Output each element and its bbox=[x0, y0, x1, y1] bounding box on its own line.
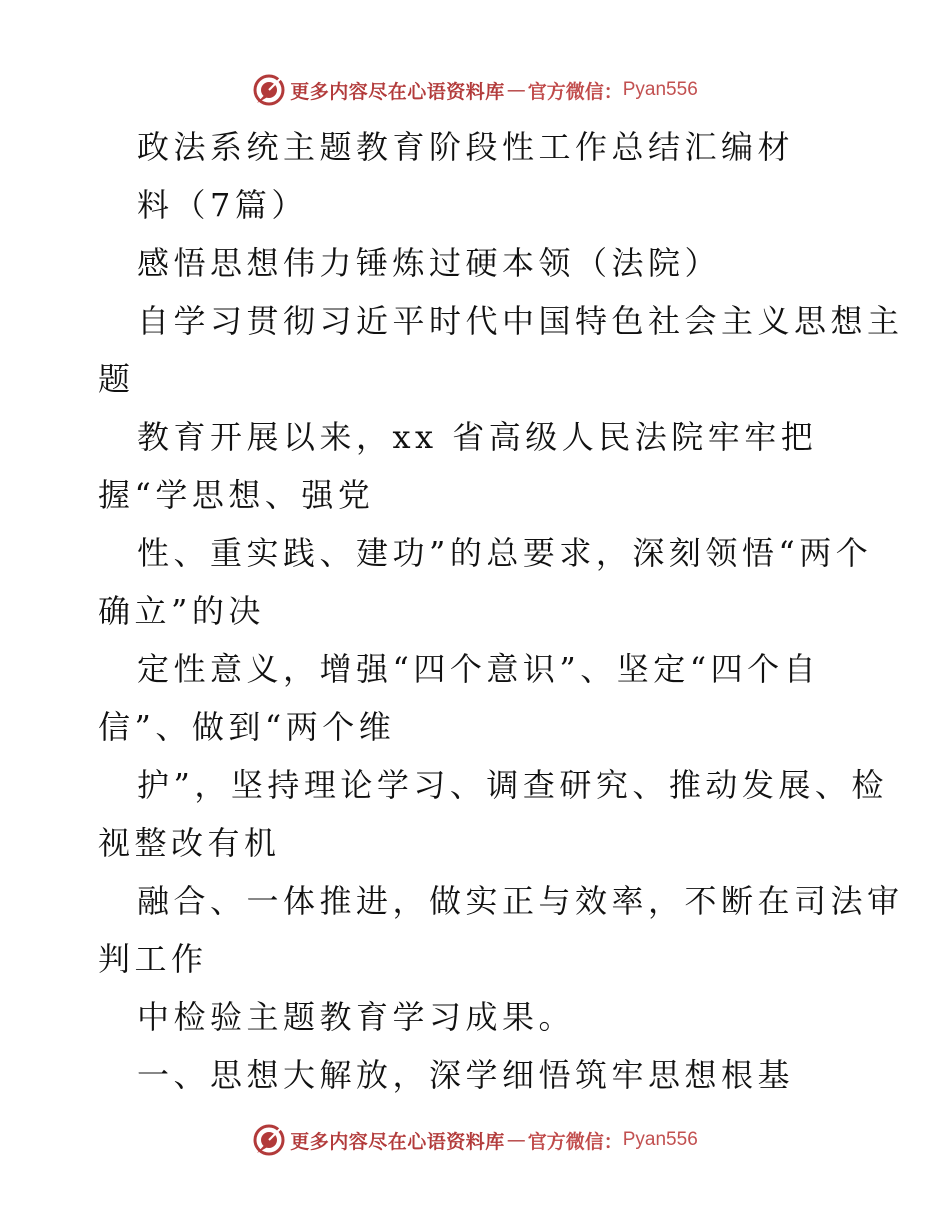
paragraph-line: 判工作 bbox=[98, 940, 208, 978]
banner-slogan: 更多内容尽在心语资料库 bbox=[290, 1130, 505, 1153]
banner-wechat-id: Pyan556 bbox=[622, 79, 698, 100]
banner-wechat-label: 官方微信： bbox=[527, 1130, 623, 1153]
footer-banner bbox=[0, 1120, 950, 1160]
doc-title-line-2: 料（7篇） bbox=[137, 186, 308, 224]
paragraph-line: 护”，坚持理论学习、调查研究、推动发展、检 bbox=[137, 766, 888, 804]
paragraph-line: 自学习贯彻习近平时代中国特色社会主义思想主 bbox=[137, 302, 904, 340]
paragraph-line: 信”、做到“两个维 bbox=[98, 708, 396, 746]
paragraph-line: 题 bbox=[98, 360, 135, 398]
banner-separator: — bbox=[506, 79, 526, 101]
banner-wechat-label: 官方微信： bbox=[527, 80, 623, 103]
doc-title-line-1: 政法系统主题教育阶段性工作总结汇编材 bbox=[137, 128, 795, 166]
doc-subtitle: 感悟思想伟力锤炼过硬本领（法院） bbox=[137, 244, 722, 282]
paragraph-line: 握“学思想、强党 bbox=[98, 476, 375, 514]
banner-wechat-id: Pyan556 bbox=[622, 1129, 698, 1150]
section-heading: 一、思想大解放，深学细悟筑牢思想根基 bbox=[137, 1056, 795, 1094]
paragraph-line: 确立”的决 bbox=[98, 592, 265, 630]
paragraph-line: 中检验主题教育学习成果。 bbox=[137, 998, 576, 1036]
banner-slogan: 更多内容尽在心语资料库 bbox=[290, 80, 505, 103]
pen-logo-icon bbox=[252, 1123, 286, 1157]
paragraph-line: 教育开展以来，xx 省高级人民法院牢牢把 bbox=[137, 418, 818, 456]
paragraph-line: 定性意义，增强“四个意识”、坚定“四个自 bbox=[137, 650, 821, 688]
banner-separator: — bbox=[506, 1129, 526, 1151]
paragraph-line: 性、重实践、建功”的总要求，深刻领悟“两个 bbox=[137, 534, 873, 572]
paragraph-line: 视整改有机 bbox=[98, 824, 281, 862]
paragraph-line: 融合、一体推进，做实正与效率，不断在司法审 bbox=[137, 882, 904, 920]
